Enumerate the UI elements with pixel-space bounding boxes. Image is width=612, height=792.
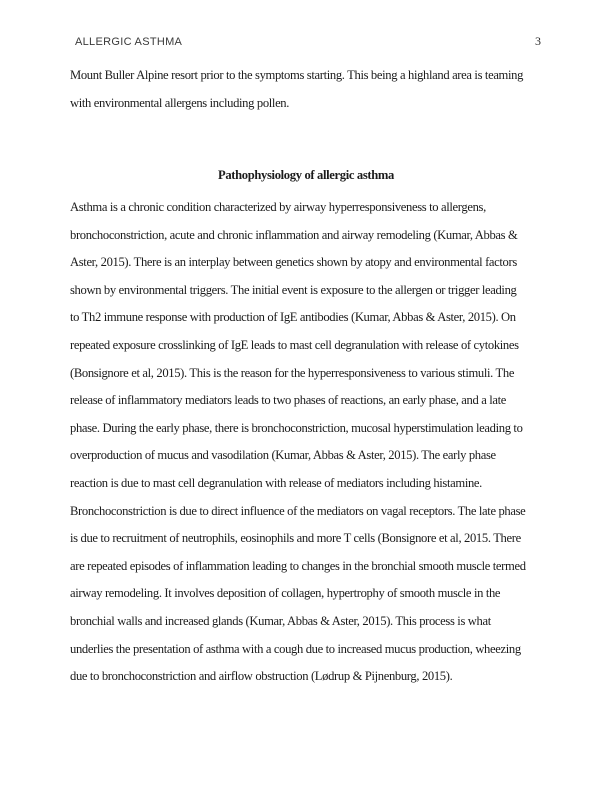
body-paragraph (70, 194, 542, 691)
text-line: due to bronchoconstriction and airflow obstruction (Lødrup & Pijnenburg, 2015). (70, 669, 453, 684)
text-line: Aster, 2015). There is an interplay between genetics shown by atopy and environmental factors (70, 255, 517, 270)
text-line: repeated exposure crosslinking of IgE leads to mast cell degranulation with release of cytokines (70, 337, 519, 352)
text-line: are repeated episodes of inflammation leading to changes in the bronchial smooth muscle termed (70, 558, 526, 573)
text-line: release of inflammatory mediators leads to two phases of reactions, an early phase, and a late (70, 393, 507, 408)
text-line: Bronchoconstriction is due to direct influence of the mediators on vagal receptors. The late phase (70, 503, 526, 518)
text-line: overproduction of mucus and vasodilation (Kumar, Abbas & Aster, 2015). The early phase (70, 448, 496, 463)
text-line: underlies the presentation of asthma with a cough due to increased mucus production, wheezing (70, 641, 521, 656)
running-head-title: ALLERGIC ASTHMA (75, 36, 183, 48)
text-line: airway remodeling. It involves deposition of collagen, hypertrophy of smooth muscle in the (70, 586, 501, 601)
text-line: shown by environmental triggers. The initial event is exposure to the allergen or trigger leading (70, 282, 517, 297)
text-line: phase. During the early phase, there is bronchoconstriction, mucosal hyperstimulation leading to (70, 420, 523, 435)
page-number: 3 (535, 34, 541, 48)
text-line: reaction is due to mast cell degranulation with release of mediators including histamine. (70, 475, 482, 490)
running-head (75, 34, 541, 49)
text-line: bronchoconstriction, acute and chronic inflammation and airway remodeling (Kumar, Abbas & (70, 227, 518, 242)
text-line: to Th2 immune response with production of IgE antibodies (Kumar, Abbas & Aster, 2015). On (70, 310, 516, 325)
text-line: with environmental allergens including pollen. (70, 95, 290, 110)
text-line: Asthma is a chronic condition characterized by airway hyperresponsiveness to allergens, (70, 200, 486, 214)
text-line: (Bonsignore et al, 2015). This is the reason for the hyperresponsiveness to various stimuli. The (70, 365, 515, 380)
intro-paragraph (70, 62, 542, 117)
section-heading: Pathophysiology of allergic asthma (218, 168, 394, 182)
text-line: Mount Buller Alpine resort prior to the symptoms starting. This being a highland area is teaming (70, 68, 524, 82)
text-line: bronchial walls and increased glands (Kumar, Abbas & Aster, 2015). This process is what (70, 613, 491, 628)
text-line: is due to recruitment of neutrophils, eosinophils and more T cells (Bonsignore et al, 2015. There (70, 531, 521, 546)
